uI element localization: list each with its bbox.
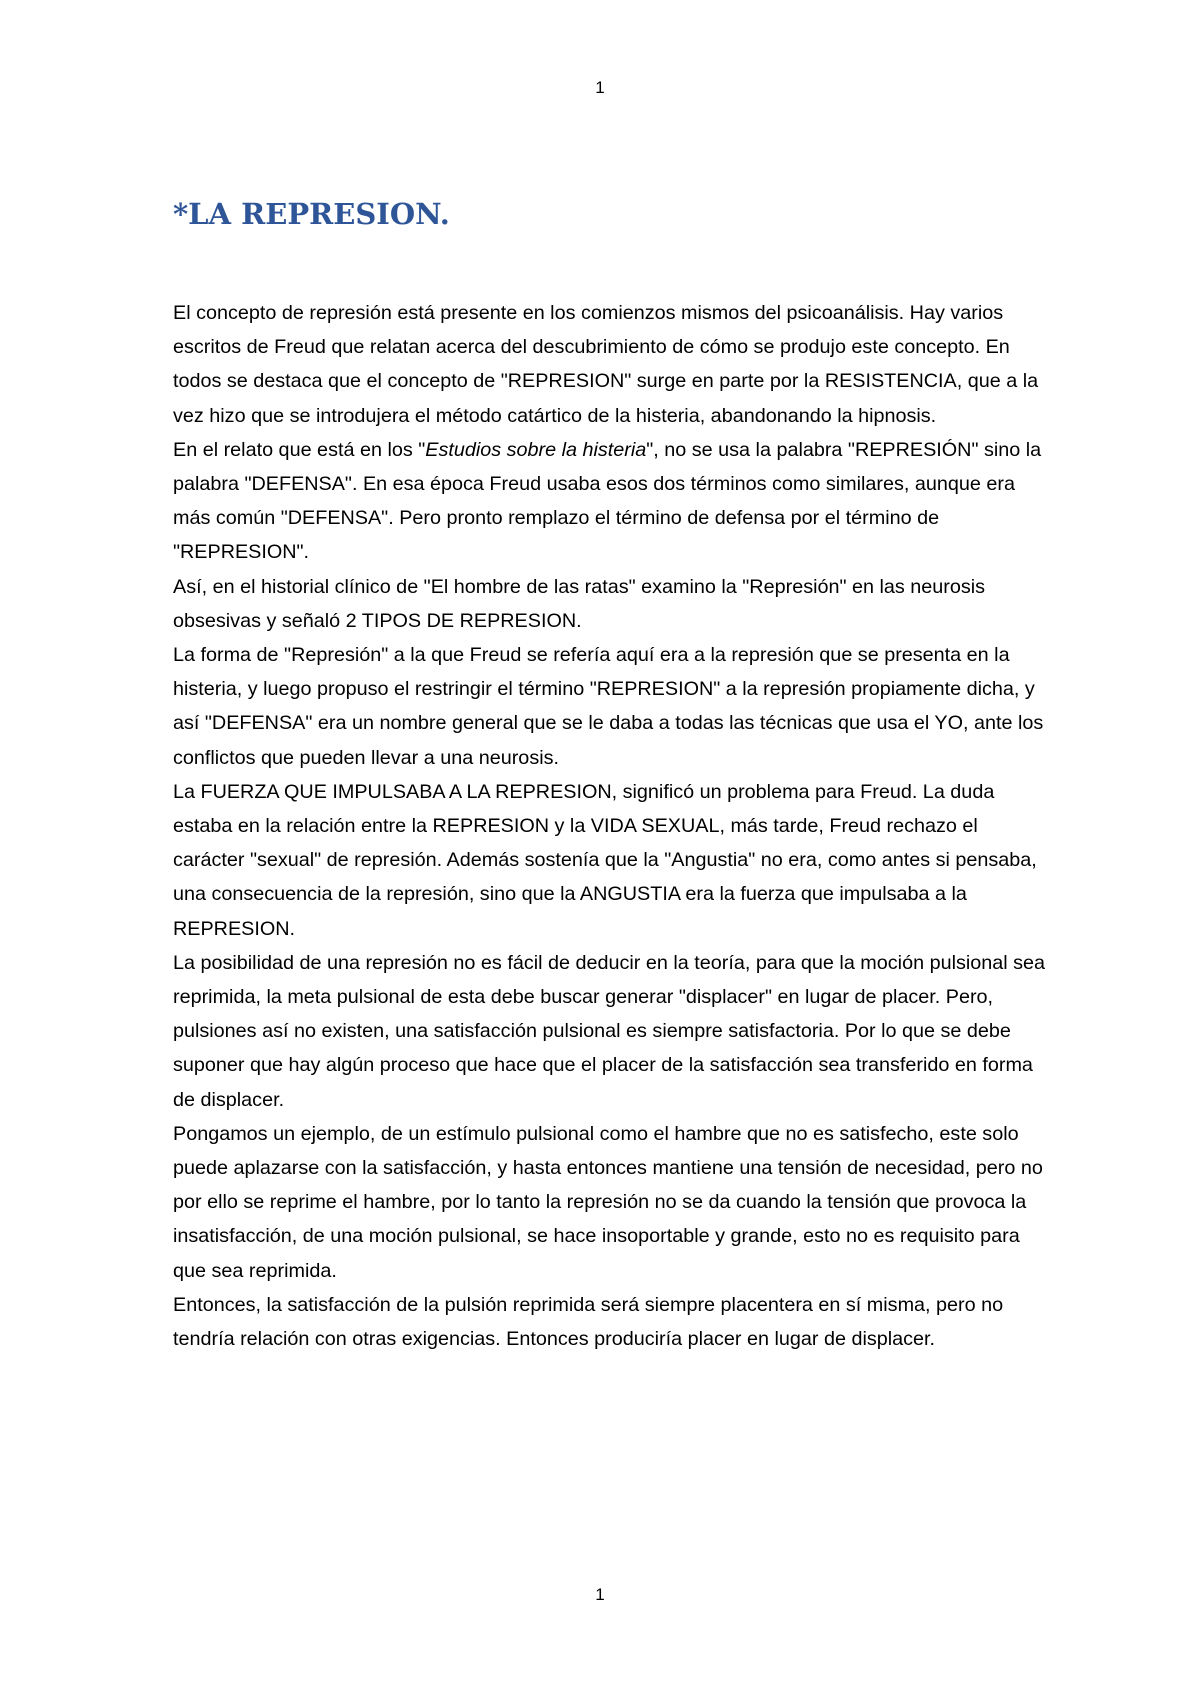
paragraph-ejemplo: Pongamos un ejemplo, de un estímulo pulsional como el hambre que no es satisfecho, este solo puede aplazarse con la satisfacción, y hasta entonces mantiene una tensión de necesidad, pero no por ello se reprime el hambre, por lo tanto la represión no se da cuando la tensión que provoca la insatisfacción, de una moción pulsional, se hace insoportable y grande, esto no es requisito para que sea reprimida. [173, 1122, 1043, 1282]
footer-page-number: 1 [595, 1585, 605, 1604]
paragraph-estudios [173, 433, 1053, 570]
header-page-number: 1 [595, 78, 605, 97]
paragraph-conclusion: Entonces, la satisfacción de la pulsión reprimida será siempre placentera en sí misma, pero no tendría relación con otras exigencias. Entonces produciría placer en lugar de displacer. [173, 1293, 1004, 1351]
paragraph-ratas: Así, en el historial clínico de "El hombre de las ratas" examino la "Represión" en las neurosis obsesivas y señaló 2 TIPOS DE REPRESION. [173, 575, 986, 632]
paragraph-fuerza: La FUERZA QUE IMPULSABA A LA REPRESION, significó un problema para Freud. La duda estaba en la relación entre la REPRESION y la VIDA SEXUAL, más tarde, Freud rechazo el carácter "sexual" de represión. Además sostenía que la "Angustia" no era, como antes si pensaba, una consecuencia de la represión, sino que la ANGUSTIA era la fuerza que impulsaba a la REPRESION. [173, 780, 1037, 940]
book-title: Estudios sobre la histeria [425, 438, 647, 461]
paragraph-defensa: La forma de "Represión" a la que Freud se refería aquí era a la represión que se presenta en la histeria, y luego propuso el restringir el término "REPRESION" a la represión propiamente dicha, y así "DEFENSA" era un nombre general que se le daba a todas las técnicas que usa el YO, ante los conflictos que pueden llevar a una neurosis. [173, 644, 1044, 769]
paragraph-posibilidad: La posibilidad de una represión no es fácil de deducir en la teoría, para que la moción pulsional sea reprimida, la meta pulsional de esta debe buscar generar "displacer" en lugar de placer. Pero, pulsiones así no existen, una satisfacción pulsional es siempre satisfactoria. Por lo que se debe suponer que hay algún proceso que hace que el placer de la satisfacción sea transferido en forma de displacer. [173, 951, 1046, 1111]
paragraph-text: En el relato que está en los " [173, 438, 426, 461]
paragraph-intro: El concepto de represión está presente en los comienzos mismos del psicoanálisis. Hay varios escritos de Freud que relatan acerca del descubrimiento de cómo se produjo este concepto. En todos se destaca que el concepto de "REPRESION" surge en parte por la RESISTENCIA, que a la vez hizo que se introdujera el método catártico de la histeria, abandonando la hipnosis. [173, 302, 1039, 427]
document-title: *LA REPRESION. [173, 197, 450, 231]
paragraph-text: ", no se usa la palabra "REPRESIÓN" sino la palabra "DEFENSA". En esa época Freud usaba esos dos términos como similares, aunque era más común "DEFENSA". Pero pronto remplazo el término de defensa por el término de "REPRESION". [173, 438, 1042, 564]
document-body [173, 296, 1053, 1356]
